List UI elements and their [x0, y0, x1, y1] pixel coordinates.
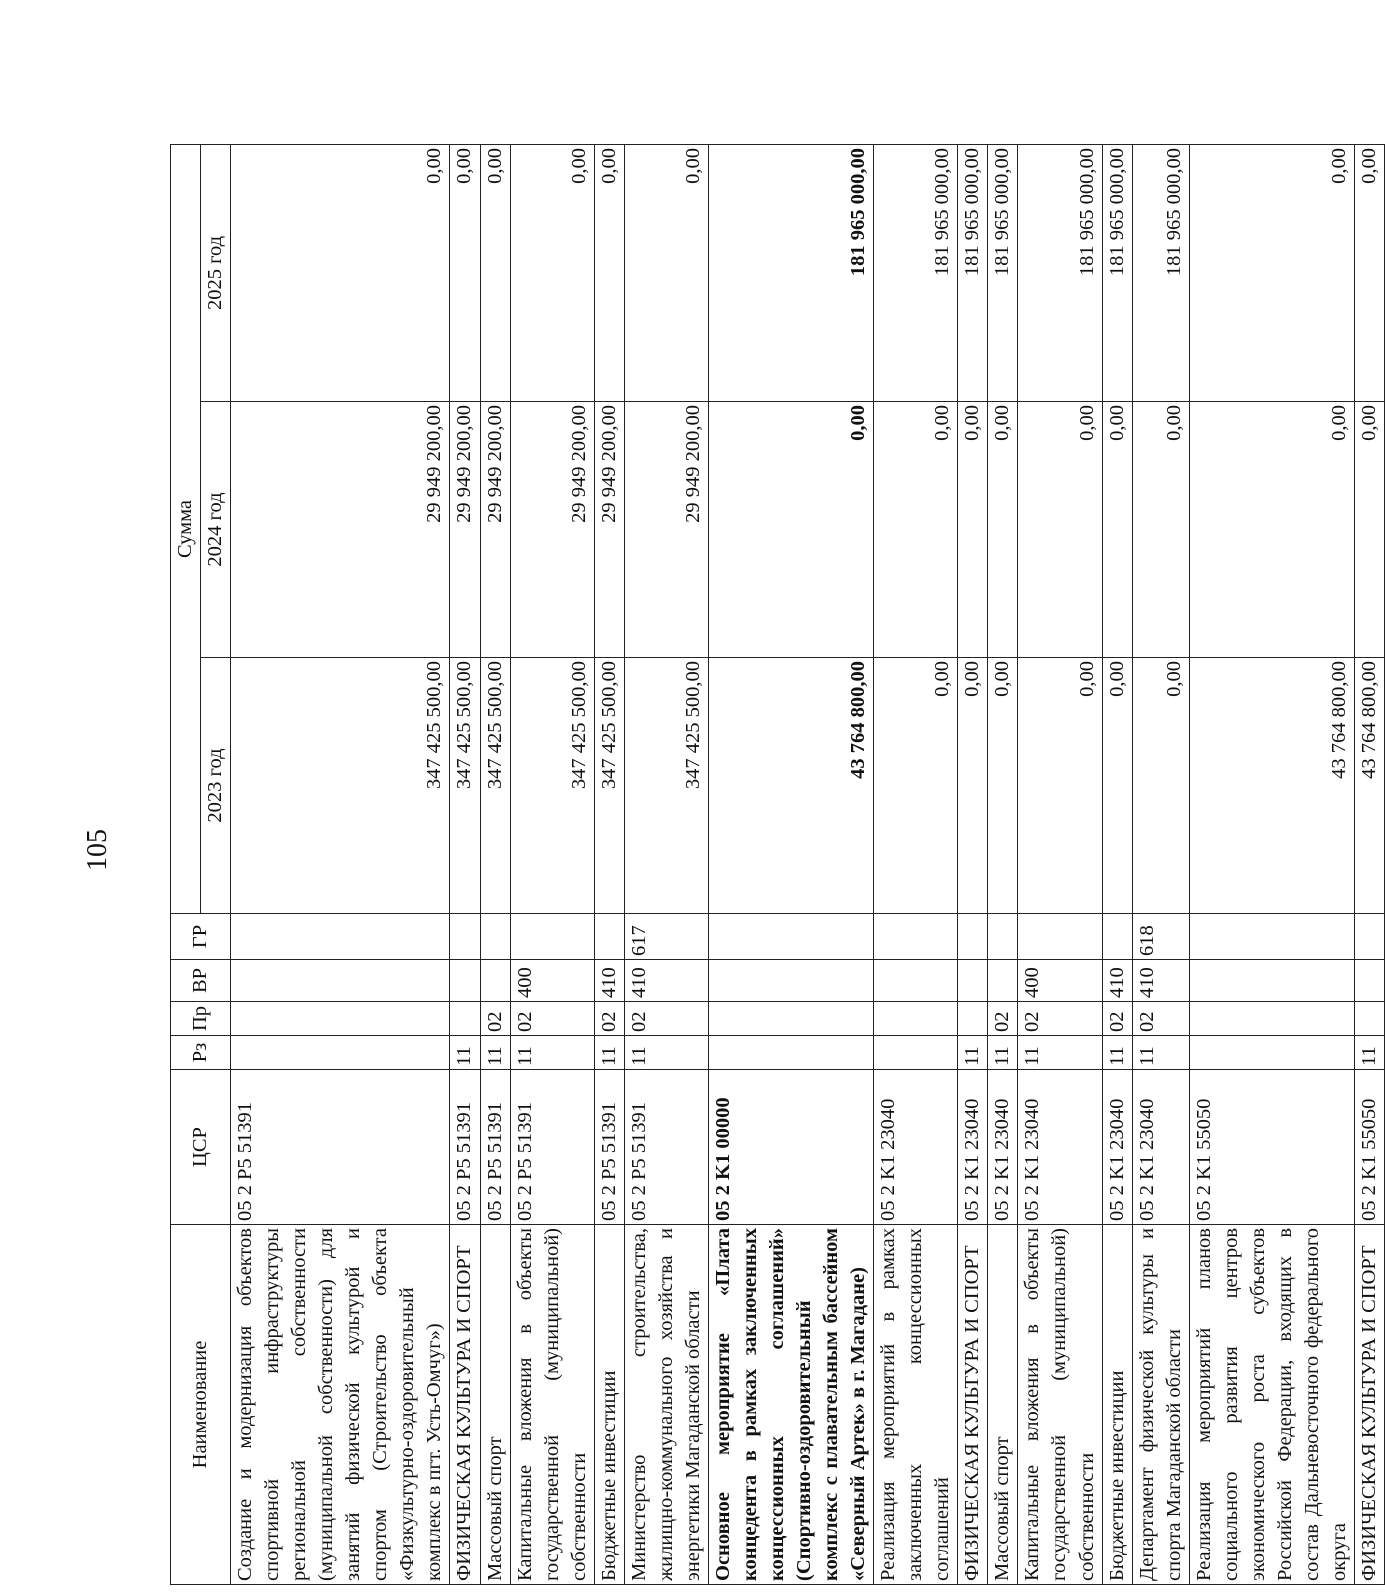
table-row [450, 144, 480, 1584]
table-row [1102, 144, 1132, 1584]
row-name: ФИЗИЧЕСКАЯ КУЛЬТУРА И СПОРТ [958, 1225, 988, 1585]
row-sum-2023: 43 764 800,00 [1189, 658, 1354, 914]
row-csr: 05 2 P5 51391 [594, 1070, 624, 1225]
row-sum-2023: 0,00 [1102, 658, 1132, 914]
row-gr [988, 914, 1018, 960]
row-vr [988, 960, 1018, 1002]
row-sum-2023: 347 425 500,00 [450, 658, 480, 914]
row-sum-2025: 181 965 000,00 [958, 144, 988, 401]
row-gr [510, 914, 594, 960]
header-2023: 2023 год [201, 658, 231, 914]
row-vr [450, 960, 480, 1002]
row-pr [231, 1002, 450, 1036]
row-sum-2023: 0,00 [1132, 658, 1189, 914]
row-gr [1189, 914, 1354, 960]
row-sum-2023: 347 425 500,00 [231, 658, 450, 914]
row-csr: 05 2 P5 51391 [450, 1070, 480, 1225]
table-row [958, 144, 988, 1584]
row-name: Реализация мероприятий планов социального развития центров экономического роста субъектов Российской Федерации, входящих в состав Дальневосточного федерального округа [1189, 1225, 1354, 1585]
row-csr: 05 2 K1 55050 [1189, 1070, 1354, 1225]
row-rz: 11 [1018, 1036, 1102, 1070]
table-row [624, 144, 708, 1584]
row-csr: 05 2 K1 23040 [988, 1070, 1018, 1225]
row-vr: 410 [624, 960, 708, 1002]
row-vr [1354, 960, 1384, 1002]
row-vr [480, 960, 510, 1002]
row-sum-2024: 0,00 [958, 402, 988, 658]
row-rz: 11 [1102, 1036, 1132, 1070]
header-name: Наименование [171, 1225, 231, 1585]
row-pr [874, 1002, 958, 1036]
row-sum-2024: 29 949 200,00 [450, 402, 480, 658]
row-name: Департамент физической культуры и спорта Магаданской области [1132, 1225, 1189, 1585]
row-sum-2024: 0,00 [1102, 402, 1132, 658]
row-sum-2024: 0,00 [874, 402, 958, 658]
row-pr: 02 [988, 1002, 1018, 1036]
row-rz: 11 [594, 1036, 624, 1070]
row-sum-2024: 29 949 200,00 [510, 402, 594, 658]
row-pr: 02 [480, 1002, 510, 1036]
row-csr: 05 2 P5 51391 [231, 1070, 450, 1225]
row-vr [708, 960, 873, 1002]
row-sum-2025: 181 965 000,00 [988, 144, 1018, 401]
row-rz [1189, 1036, 1354, 1070]
row-rz: 11 [480, 1036, 510, 1070]
row-name: Капитальные вложения в объекты государственной (муниципальной) собственности [1018, 1225, 1102, 1585]
row-pr: 02 [624, 1002, 708, 1036]
row-gr [480, 914, 510, 960]
header-sum: Сумма [171, 144, 201, 913]
row-vr [231, 960, 450, 1002]
row-rz [874, 1036, 958, 1070]
header-vr: ВР [171, 960, 231, 1002]
row-rz: 11 [450, 1036, 480, 1070]
row-sum-2023: 43 764 800,00 [708, 658, 873, 914]
row-sum-2025: 181 965 000,00 [708, 144, 873, 401]
table-row [480, 144, 510, 1584]
row-sum-2025: 181 965 000,00 [1102, 144, 1132, 401]
row-gr: 618 [1132, 914, 1189, 960]
row-vr: 400 [510, 960, 594, 1002]
row-csr: 05 2 K1 23040 [874, 1070, 958, 1225]
row-sum-2024: 29 949 200,00 [480, 402, 510, 658]
header-gr: ГР [171, 914, 231, 960]
table-row [1189, 144, 1354, 1584]
row-gr [231, 914, 450, 960]
row-pr: 02 [510, 1002, 594, 1036]
row-pr: 02 [1102, 1002, 1132, 1036]
row-name: Бюджетные инвестиции [594, 1225, 624, 1585]
header-2024: 2024 год [201, 402, 231, 658]
row-sum-2023: 347 425 500,00 [624, 658, 708, 914]
budget-table [170, 144, 1385, 1585]
row-sum-2023: 43 764 800,00 [1354, 658, 1384, 914]
row-csr: 05 2 P5 51391 [480, 1070, 510, 1225]
row-name: Капитальные вложения в объекты государственной (муниципальной) собственности [510, 1225, 594, 1585]
row-vr: 410 [594, 960, 624, 1002]
row-name: Массовый спорт [480, 1225, 510, 1585]
row-vr: 410 [1102, 960, 1132, 1002]
row-pr: 02 [1132, 1002, 1189, 1036]
row-csr: 05 2 K1 23040 [1132, 1070, 1189, 1225]
table-row [231, 144, 450, 1584]
row-gr [1102, 914, 1132, 960]
header-csr: ЦСР [171, 1070, 231, 1225]
table-row [510, 144, 594, 1584]
row-rz: 11 [958, 1036, 988, 1070]
row-sum-2024: 0,00 [1132, 402, 1189, 658]
row-csr: 05 2 K1 23040 [1018, 1070, 1102, 1225]
row-sum-2025: 0,00 [231, 144, 450, 401]
row-gr [958, 914, 988, 960]
row-pr [450, 1002, 480, 1036]
budget-table-container [170, 145, 1380, 1585]
table-row [874, 144, 958, 1584]
header-2025: 2025 год [201, 144, 231, 401]
row-gr [594, 914, 624, 960]
table-row [594, 144, 624, 1584]
table-row [1354, 144, 1384, 1584]
row-csr: 05 2 K1 23040 [1102, 1070, 1132, 1225]
row-rz: 11 [510, 1036, 594, 1070]
row-pr [1189, 1002, 1354, 1036]
row-sum-2024: 29 949 200,00 [594, 402, 624, 658]
row-name: Массовый спорт [988, 1225, 1018, 1585]
row-csr: 05 2 P5 51391 [510, 1070, 594, 1225]
table-row [988, 144, 1018, 1584]
row-pr: 02 [1018, 1002, 1102, 1036]
row-name: Создание и модернизация объектов спортивной инфраструктуры региональной собственности (муниципальной собственности) для занятий физической культурой и спортом (Строительство объекта «Физкультурно-оздоровительный комплекс в пгт. Усть-Омчуг») [231, 1225, 450, 1585]
row-gr: 617 [624, 914, 708, 960]
row-name: Министерство строительства, жилищно-коммунального хозяйства и энергетики Магаданской области [624, 1225, 708, 1585]
row-name: Реализация мероприятий в рамках заключенных концессионных соглашений [874, 1225, 958, 1585]
row-vr [1189, 960, 1354, 1002]
row-sum-2025: 181 965 000,00 [1132, 144, 1189, 401]
row-sum-2023: 0,00 [1018, 658, 1102, 914]
row-sum-2025: 0,00 [480, 144, 510, 401]
row-pr [708, 1002, 873, 1036]
row-name: Бюджетные инвестиции [1102, 1225, 1132, 1585]
row-vr: 400 [1018, 960, 1102, 1002]
row-name: Основное мероприятие «Плата концедента в рамках заключенных концессионных соглашений» (Спортивно-оздоровительный комплекс с плавательным бассейном «Северный Артек» в г. Магадане) [708, 1225, 873, 1585]
row-sum-2023: 347 425 500,00 [480, 658, 510, 914]
table-row [1018, 144, 1102, 1584]
row-sum-2024: 0,00 [1189, 402, 1354, 658]
row-rz: 11 [1354, 1036, 1384, 1070]
header-rz: Рз [171, 1036, 231, 1070]
row-sum-2023: 0,00 [874, 658, 958, 914]
row-gr [1018, 914, 1102, 960]
row-sum-2025: 181 965 000,00 [874, 144, 958, 401]
row-vr: 410 [1132, 960, 1189, 1002]
row-sum-2023: 347 425 500,00 [510, 658, 594, 914]
row-sum-2025: 0,00 [1354, 144, 1384, 401]
row-sum-2023: 0,00 [988, 658, 1018, 914]
row-sum-2024: 29 949 200,00 [231, 402, 450, 658]
row-sum-2024: 0,00 [708, 402, 873, 658]
table-row [708, 144, 873, 1584]
row-pr: 02 [594, 1002, 624, 1036]
row-vr [874, 960, 958, 1002]
row-sum-2025: 0,00 [594, 144, 624, 401]
row-vr [958, 960, 988, 1002]
row-gr [708, 914, 873, 960]
row-sum-2025: 0,00 [624, 144, 708, 401]
row-csr: 05 2 P5 51391 [624, 1070, 708, 1225]
row-gr [874, 914, 958, 960]
header-pr: Пр [171, 1002, 231, 1036]
row-rz [231, 1036, 450, 1070]
row-name: ФИЗИЧЕСКАЯ КУЛЬТУРА И СПОРТ [450, 1225, 480, 1585]
row-csr: 05 2 K1 00000 [708, 1070, 873, 1225]
row-pr [1354, 1002, 1384, 1036]
row-rz [708, 1036, 873, 1070]
row-sum-2024: 0,00 [1018, 402, 1102, 658]
page-number: 105 [82, 829, 113, 871]
row-csr: 05 2 K1 23040 [958, 1070, 988, 1225]
row-sum-2025: 0,00 [510, 144, 594, 401]
row-pr [958, 1002, 988, 1036]
row-sum-2025: 181 965 000,00 [1018, 144, 1102, 401]
row-gr [450, 914, 480, 960]
row-sum-2024: 0,00 [988, 402, 1018, 658]
row-sum-2025: 0,00 [450, 144, 480, 401]
row-sum-2023: 347 425 500,00 [594, 658, 624, 914]
row-csr: 05 2 K1 55050 [1354, 1070, 1384, 1225]
row-rz: 11 [1132, 1036, 1189, 1070]
row-sum-2023: 0,00 [958, 658, 988, 914]
row-gr [1354, 914, 1384, 960]
table-header-row [171, 144, 201, 1584]
row-rz: 11 [624, 1036, 708, 1070]
row-sum-2024: 29 949 200,00 [624, 402, 708, 658]
row-sum-2025: 0,00 [1189, 144, 1354, 401]
table-row [1132, 144, 1189, 1584]
row-sum-2024: 0,00 [1354, 402, 1384, 658]
row-rz: 11 [988, 1036, 1018, 1070]
row-name: ФИЗИЧЕСКАЯ КУЛЬТУРА И СПОРТ [1354, 1225, 1384, 1585]
